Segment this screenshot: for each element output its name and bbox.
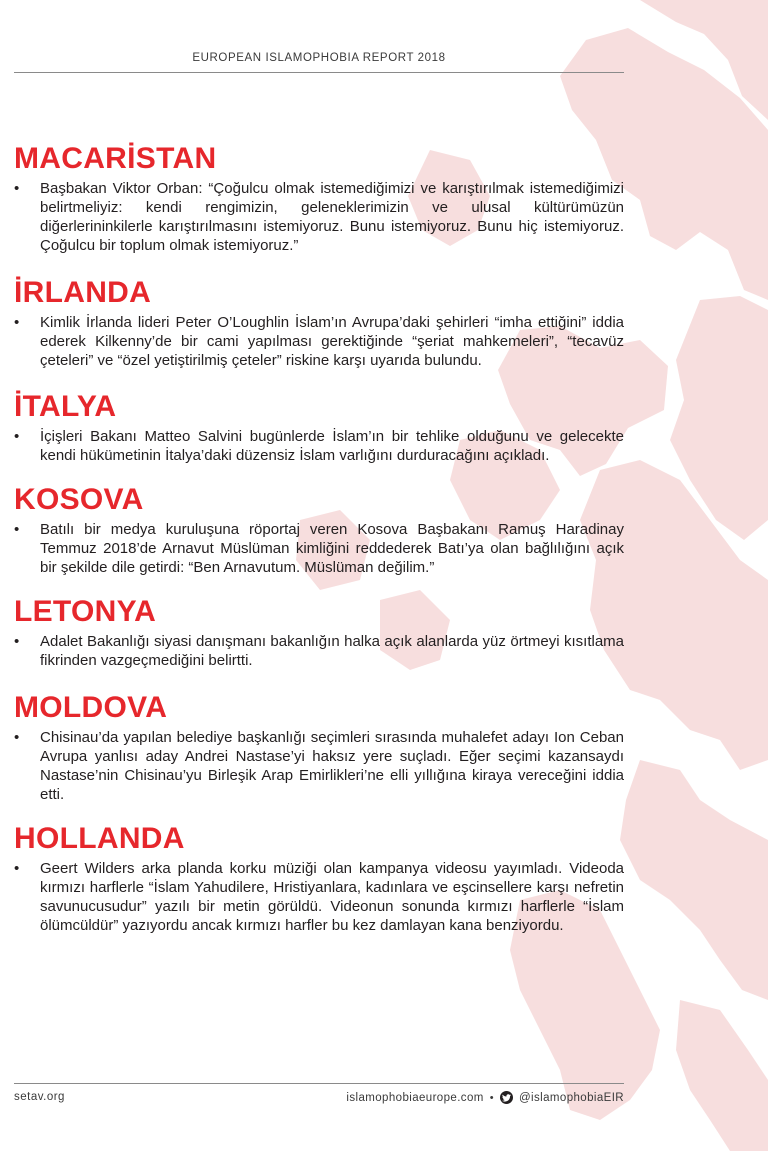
footer-divider [14, 1083, 624, 1084]
bullet-symbol: • [14, 314, 20, 331]
bullet-symbol: • [14, 521, 20, 538]
section-title: MACARİSTAN [14, 142, 217, 175]
bullet-symbol: • [14, 428, 20, 445]
bullet-item [14, 520, 624, 577]
section-moldova [14, 690, 624, 804]
bullet-item [14, 179, 624, 255]
report-header: EUROPEAN ISLAMOPHOBIA REPORT 2018 [192, 52, 446, 64]
bullet-symbol: • [14, 180, 20, 197]
bullet-symbol: • [14, 860, 20, 877]
section-title: HOLLANDA [14, 822, 185, 855]
section-italy [14, 389, 624, 465]
bullet-item [14, 313, 624, 370]
bullet-text: Geert Wilders arka planda korku müziği olan kampanya videosu yayımladı. Videoda kırmızı harflerle “İslam Yahudilere, Hristiyanlara, kadınlara ve eşcinsellere karşı nefretin savunucusudur” yazılı bir metin görüldü. Videonun sonunda kırmızı harflerle “İslam ölümcüldür” yazıyordu ancak kırmızı harfler bu kez damlayan kana benziyordu. [40, 860, 624, 934]
bullet-symbol: • [14, 729, 20, 746]
section-title: MOLDOVA [14, 691, 168, 724]
header-divider [14, 72, 624, 73]
footer-twitter-handle[interactable]: @islamophobiaEIR [518, 1091, 624, 1104]
bullet-text: Chisinau’da yapılan belediye başkanlığı seçimleri sırasında muhalefet adayı Ion Ceban Avrupa yanlısı aday Andrei Nastase’yi haksız yere suçladı. Eğer seçimi kazansaydı Nastase’nin Chisinau’yu Birleşik Arap Emirlikleri’ne elli yıllığına kiraya vereceğini iddia etti. [40, 729, 624, 803]
bullet-text: Kimlik İrlanda lideri Peter O’Loughlin İslam’ın Avrupa’daki şehirleri “imha ettiğini” iddia ederek Kilkenny’de bir cami yapılması gerektiğinde “şeriat mahkemeleri”, “tecavüz çeteleri” ve “özel yetiştirilmiş çeteler” riskine karşı uyarıda bulundu. [40, 314, 624, 369]
bullet-text: Batılı bir medya kuruluşuna röportaj veren Kosova Başbakanı Ramuş Haradinay Temmuz 2018’de Arnavut Müslüman kimliğini reddederek Batı’ya olan bağlılığını açık bir şekilde dile getirdi: “Ben Arnavutum. Müslüman değilim.” [40, 521, 624, 576]
bullet-symbol: • [14, 633, 20, 650]
bullet-item [14, 632, 624, 670]
section-hungary [14, 141, 624, 255]
section-kosovo [14, 482, 624, 577]
bullet-item [14, 859, 624, 935]
footer-separator: • [489, 1091, 494, 1104]
bullet-item [14, 728, 624, 804]
bullet-text: İçişleri Bakanı Matteo Salvini bugünlerde İslam’ın bir tehlike olduğunu ve gelecekte kendi hükümetinin İtalya’daki düzensiz İslam varlığını durduracağını açıkladı. [40, 428, 624, 464]
twitter-icon[interactable] [500, 1091, 513, 1104]
bullet-text: Adalet Bakanlığı siyasi danışmanı bakanlığın halka açık alanlarda yüz örtmeyi kısıtlama fikrinden vazgeçmediğini belirtti. [40, 633, 624, 669]
footer-site-link[interactable]: setav.org [14, 1091, 65, 1103]
section-title: KOSOVA [14, 483, 144, 516]
footer-links [346, 1091, 624, 1104]
section-title: İTALYA [14, 390, 117, 423]
section-netherlands [14, 821, 624, 935]
section-title: LETONYA [14, 595, 157, 628]
section-latvia [14, 594, 624, 670]
bullet-item [14, 427, 624, 465]
bullet-text: Başbakan Viktor Orban: “Çoğulcu olmak istemediğimizi ve karıştırılmak istemediğimizi belirtmeliyiz: kendi rengimizin, geleneklerimizin ve ulusal kültürümüzün diğerlerininkilerle karıştırılmasını istemiyoruz. Bunu istemiyoruz. Bunu hiç istemiyoruz. Çoğulcu bir toplum olmak istemiyoruz.” [40, 180, 624, 254]
main-content [14, 141, 624, 935]
footer-website-link[interactable]: islamophobiaeurope.com [346, 1091, 484, 1104]
section-ireland [14, 275, 624, 370]
section-title: İRLANDA [14, 276, 152, 309]
